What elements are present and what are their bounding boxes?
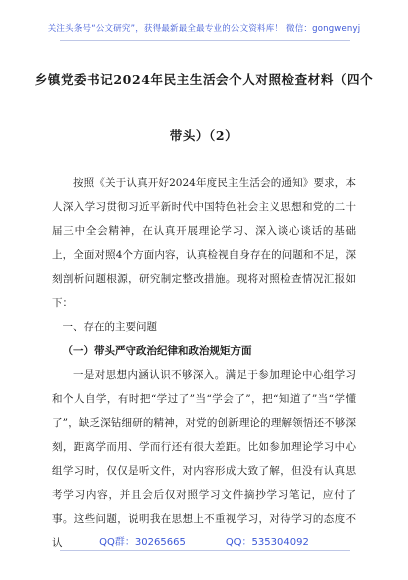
intro-paragraph: 按照《关于认真开好2024年度民主生活会的通知》要求，本人深入学习贯彻习近平新时代中国特色社会主义思想和党的二十届三中全会精神，在认真开展理论学习、深入谈心谈话的基础上，全面对照4个方面内容，认真检视自身存在的问题和不足，深刻剖析问题根源，研究制定整改措施。现将对照检查情况汇报如下： <box>52 177 356 309</box>
header-promo-note: 关注头条号“公文研究”，获得最新最全最专业的公文资料库！ 微信：gongwenyj <box>47 24 361 34</box>
section-heading: 一、存在的主要问题 <box>62 321 157 333</box>
header-divider <box>60 40 350 41</box>
document-title-line-2: 带头）（2） <box>169 128 239 143</box>
document-body <box>52 171 356 555</box>
footer-qq: QQ：535304092 <box>225 537 309 548</box>
footer-qq-group: QQ群：30265665 <box>99 537 186 548</box>
document-title-line-1: 乡镇党委书记2024年民主生活会个人对照检查材料（四个 <box>34 72 374 87</box>
footer-contact <box>0 533 408 548</box>
footer-divider <box>60 550 350 551</box>
subsection-heading: （一）带头严守政治纪律和政治规矩方面 <box>62 345 252 357</box>
body-paragraph: 一是对思想内涵认识不够深入。满足于参加理论中心组学习和个人自学，有时把“学过了”当“学会了”，把“知道了”当“学懂了”，缺乏深钻细研的精神，对党的创新理论的理解领悟还不够深刻，距离学而用、学而行还有很大差距。比如参加理论学习中心组学习时，仅仅是听文件，对内容形成大致了解，但没有认真思考学习内容，并且会后仅对照学习文件摘抄学习笔记，应付了事。这些问题，说明我在思想上不重视学习，对待学习的态度不认 <box>52 369 356 549</box>
